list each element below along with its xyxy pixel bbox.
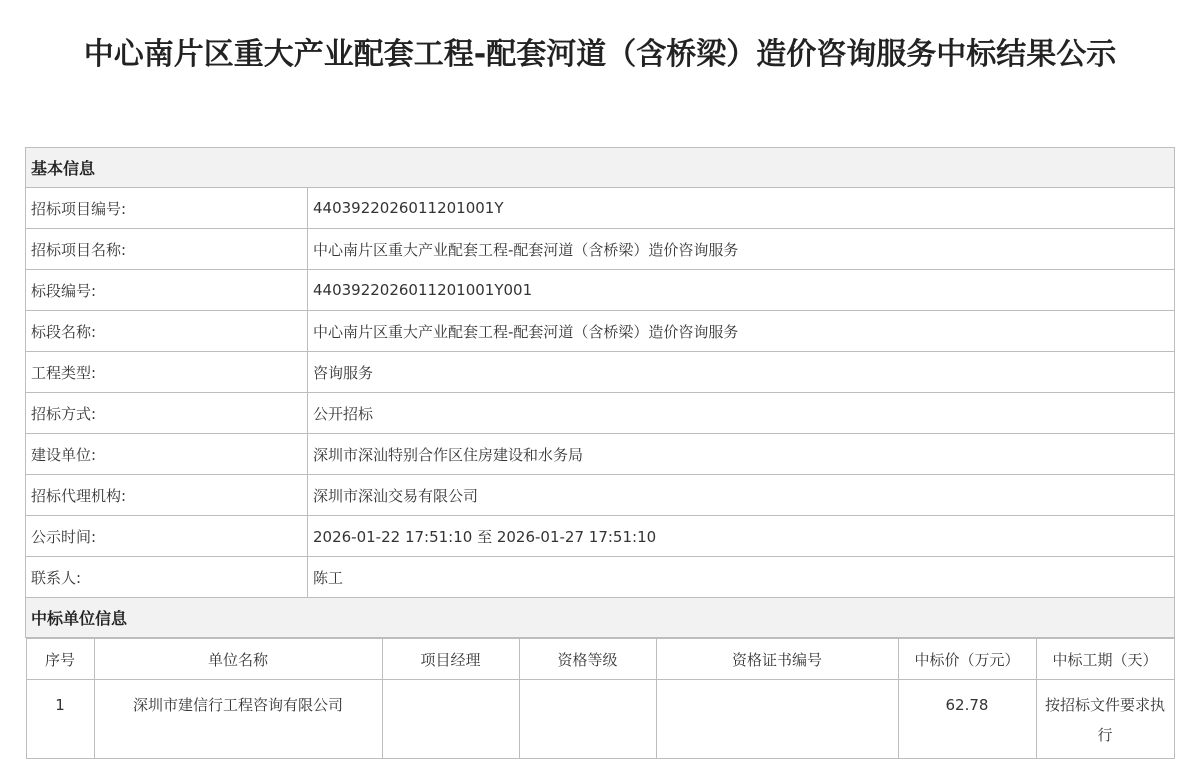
- info-label: 招标项目编号:: [26, 188, 308, 229]
- info-row-section-code: [26, 270, 1175, 311]
- info-value: 4403922026011201001Y001: [308, 270, 1175, 311]
- info-row-tender-method: [26, 393, 1175, 434]
- column-header: 资格证书编号: [656, 639, 898, 680]
- info-value: 2026-01-22 17:51:10 至 2026-01-27 17:51:10: [308, 516, 1175, 557]
- column-header: 单位名称: [94, 639, 382, 680]
- winner-certificate-number: [656, 680, 898, 759]
- info-row-section-name: [26, 311, 1175, 352]
- winner-table: [26, 638, 1175, 759]
- winner-qualification-level: [519, 680, 656, 759]
- info-label: 工程类型:: [26, 352, 308, 393]
- table-row: [26, 680, 1174, 759]
- info-row-project-code: [26, 188, 1175, 229]
- info-label: 标段名称:: [26, 311, 308, 352]
- info-value: 深圳市深汕特别合作区住房建设和水务局: [308, 434, 1175, 475]
- page-title: 中心南片区重大产业配套工程-配套河道（含桥梁）造价咨询服务中标结果公示: [83, 37, 1117, 72]
- column-header: 资格等级: [519, 639, 656, 680]
- info-row-publicity-time: [26, 516, 1175, 557]
- info-row-project-name: [26, 229, 1175, 270]
- info-value: 陈工: [308, 557, 1175, 598]
- info-value: 咨询服务: [308, 352, 1175, 393]
- column-header: 中标工期（天）: [1036, 639, 1174, 680]
- info-value: 公开招标: [308, 393, 1175, 434]
- column-header: 序号: [26, 639, 94, 680]
- info-label: 招标方式:: [26, 393, 308, 434]
- winner-duration: 按招标文件要求执行: [1036, 680, 1174, 759]
- column-header: 项目经理: [382, 639, 519, 680]
- info-label: 联系人:: [26, 557, 308, 598]
- winner-project-manager: [382, 680, 519, 759]
- info-row-project-type: [26, 352, 1175, 393]
- info-label: 建设单位:: [26, 434, 308, 475]
- info-label: 标段编号:: [26, 270, 308, 311]
- winner-table-header: [26, 639, 1174, 680]
- info-value: 4403922026011201001Y: [308, 188, 1175, 229]
- info-value: 中心南片区重大产业配套工程-配套河道（含桥梁）造价咨询服务: [308, 229, 1175, 270]
- info-value: 深圳市深汕交易有限公司: [308, 475, 1175, 516]
- info-row-contact: [26, 557, 1175, 598]
- info-label: 公示时间:: [26, 516, 308, 557]
- column-header: 中标价（万元）: [898, 639, 1036, 680]
- basic-info-section-title: 基本信息: [26, 148, 1175, 188]
- info-value: 中心南片区重大产业配套工程-配套河道（含桥梁）造价咨询服务: [308, 311, 1175, 352]
- winner-price: 62.78: [898, 680, 1036, 759]
- info-row-owner: [26, 434, 1175, 475]
- winner-company: 深圳市建信行工程咨询有限公司: [94, 680, 382, 759]
- winner-index: 1: [26, 680, 94, 759]
- info-row-agency: [26, 475, 1175, 516]
- tender-result-table: [25, 147, 1175, 759]
- winner-info-section-title: 中标单位信息: [26, 598, 1175, 638]
- info-label: 招标项目名称:: [26, 229, 308, 270]
- info-label: 招标代理机构:: [26, 475, 308, 516]
